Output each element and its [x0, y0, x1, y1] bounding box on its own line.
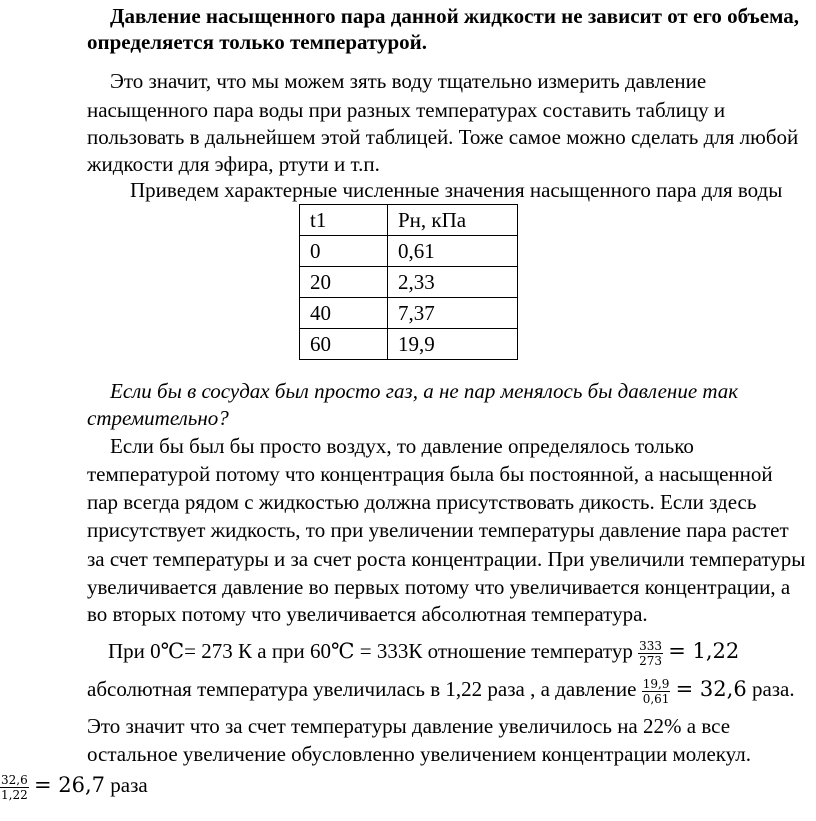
temp-ratio-fraction [638, 639, 663, 668]
para2-line-1: Если бы был бы просто воздух, то давление определялось только [110, 434, 694, 458]
pressure-ratio-line [87, 676, 795, 706]
pressure-ratio-fraction [642, 677, 671, 706]
para2-line-6: увеличивается давление во первых потому что увеличивается концентрации, а [87, 575, 791, 599]
final-ratio-line [0, 772, 148, 802]
temp-ratio-result: = 1,22 [668, 639, 740, 663]
table-row [300, 236, 518, 267]
para1-line-4: жидкости для эфира, ртути и т.п. [87, 152, 380, 176]
final-ratio-unit: раза [110, 773, 148, 797]
para1-line-1: Это значит, что мы можем зять воду тщательно измерить давление [110, 69, 707, 93]
final-ratio-result: = 26,7 [33, 773, 105, 797]
pressure-ratio-unit: раза. [751, 677, 795, 701]
table-cell: 19,9 [388, 329, 518, 360]
temp-ratio-text: При 0℃= 273 К а при 60℃ = 333К отношение температур [108, 639, 633, 663]
final-ratio-fraction [0, 773, 29, 802]
table-row [300, 329, 518, 360]
para1-line-2: насыщенного пара воды при разных температурах составить таблицу и [87, 98, 726, 122]
temp-ratio-line [108, 638, 739, 668]
table-cell: 20 [300, 267, 388, 298]
table-row [300, 267, 518, 298]
para2-line-7: во вторых потому что увеличивается абсолютная температура. [87, 602, 648, 626]
para2-line-4: присутствует жидкость, то при увеличении температуры давление пара растет [87, 518, 789, 542]
pressure-table [299, 204, 518, 360]
conclusion-line-2: остальное увеличение обусловленно увеличением концентрации молекул. [87, 742, 751, 766]
pressure-ratio-result: = 32,6 [675, 677, 747, 701]
table-cell: 0 [300, 236, 388, 267]
table-intro: Приведем характерные численные значения насыщенного пара для воды [130, 178, 783, 202]
question-line-2: стремительно? [87, 406, 229, 430]
heading-line-2: определяется только температурой. [87, 30, 428, 54]
question-line-1: Если бы в сосудах был просто газ, а не пар менялось бы давление так [110, 379, 739, 403]
fraction-denominator: 0,61 [642, 691, 670, 706]
table-row [300, 298, 518, 329]
fraction-numerator: 19,9 [642, 676, 670, 691]
table-cell: 60 [300, 329, 388, 360]
table-cell: 7,37 [388, 298, 518, 329]
para2-line-2: температурой потому что концентрация была бы постоянной, а насыщенной [87, 462, 773, 486]
table-cell: 2,33 [388, 267, 518, 298]
heading-line-1: Давление насыщенного пара данной жидкости не зависит от его объема, [110, 4, 800, 28]
table-header-row [300, 205, 518, 236]
para1-line-3: пользовать в дальнейшем этой таблицей. Тоже самое можно сделать для любой [87, 125, 799, 149]
table-cell: 0,61 [388, 236, 518, 267]
table-header-cell: t1 [300, 205, 388, 236]
conclusion-line-1: Это значит что за счет температуры давление увеличилось на 22% а все [87, 714, 731, 738]
para2-line-5: за счет температуры и за счет роста концентрации. При увеличили температуры [87, 547, 806, 571]
fraction-numerator: 333 [639, 638, 662, 653]
pressure-ratio-text: абсолютная температура увеличилась в 1,22 раза , а давление [87, 677, 637, 701]
fraction-denominator: 273 [639, 653, 662, 668]
fraction-numerator: 32,6 [1, 772, 28, 787]
table-header-cell: Pн, кПа [388, 205, 518, 236]
table-cell: 40 [300, 298, 388, 329]
para2-line-3: пар всегда рядом с жидкостью должна присутствовать дикость. Если здесь [87, 490, 757, 514]
fraction-denominator: 1,22 [1, 787, 28, 802]
